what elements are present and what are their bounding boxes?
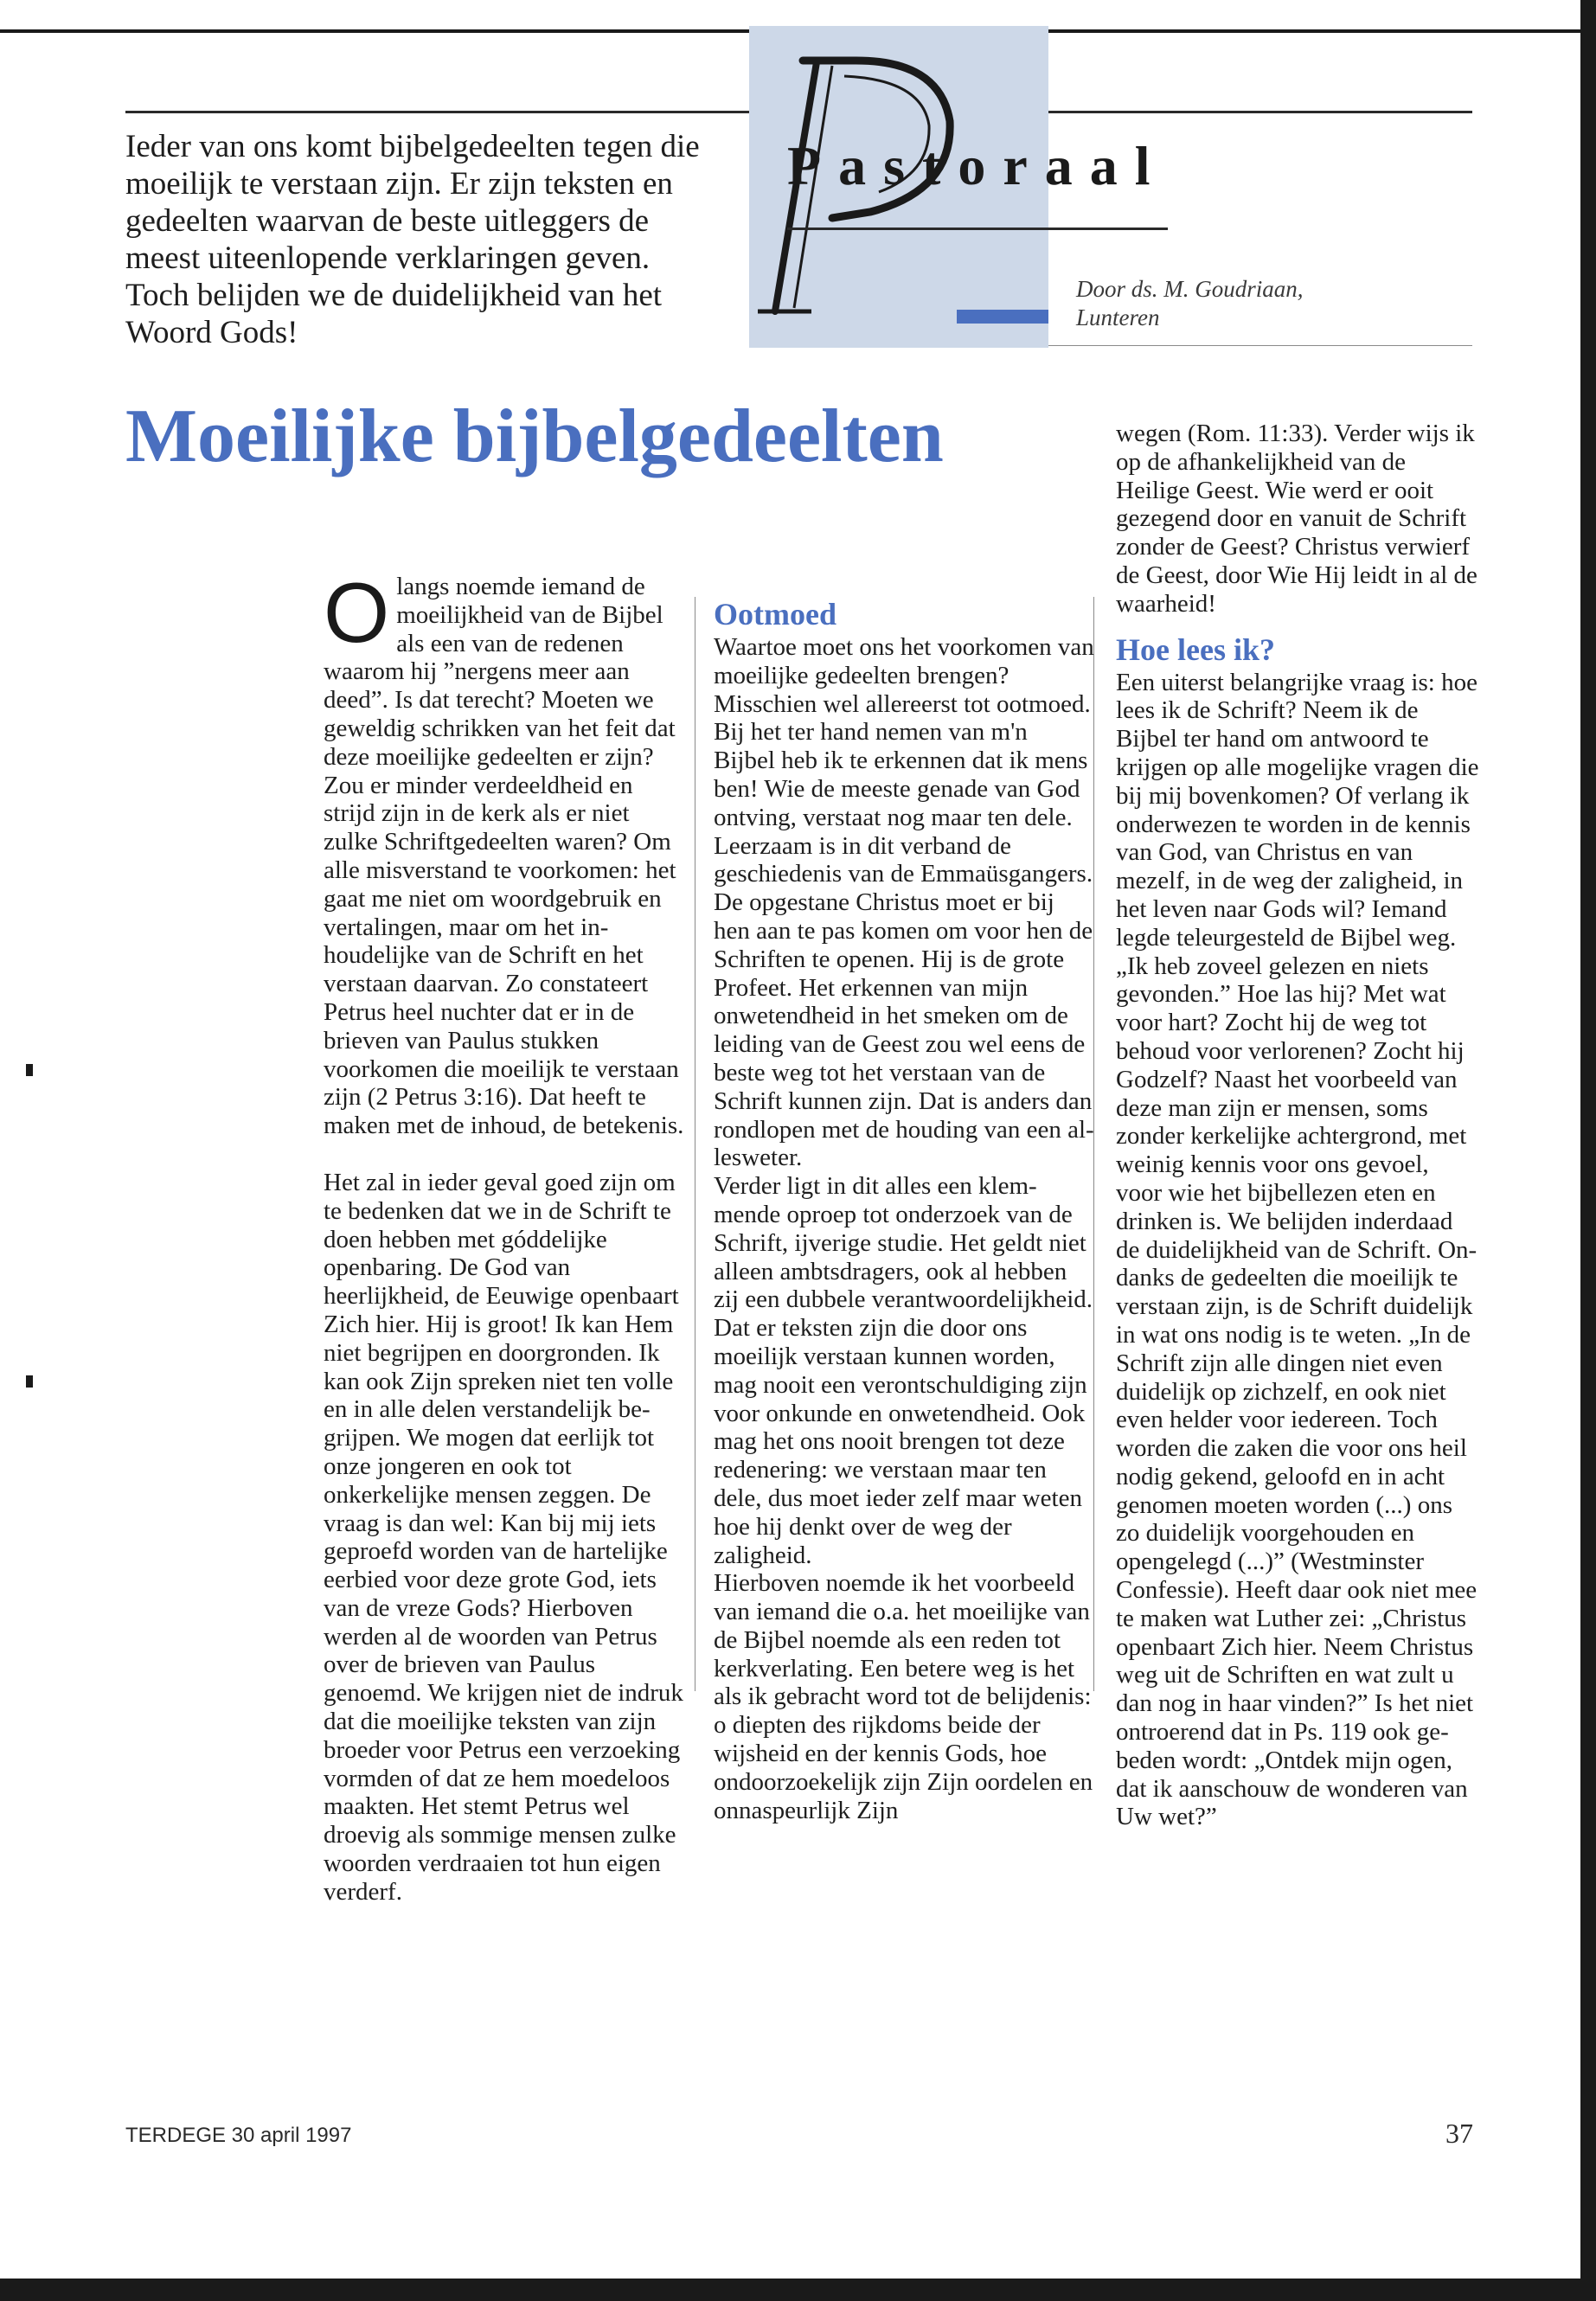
byline — [1076, 275, 1457, 332]
page-number: 37 — [1445, 2118, 1473, 2149]
page-bottom-frame — [0, 2279, 1596, 2301]
page-right-frame — [1580, 0, 1596, 2301]
article-headline: Moeilijke bijbelgedeelten — [125, 394, 944, 478]
paragraph: Hierboven noemde ik het voorbeeld van iemand die o.a. het moeilijke van de Bijbel noemde als een reden tot kerkverlating. Een betere weg is het als ik gebracht word tot de belijdenis: o diepten des rijkdoms beide der wijsheid en der kennis Gods, hoe ondoorzoekelijk zijn Zijn oordelen en onnaspeurlijk Zijn — [714, 1569, 1093, 1824]
header-rule-left — [125, 111, 750, 113]
header-rule-right — [1048, 111, 1472, 113]
section-label-rule — [787, 228, 1168, 230]
paragraph: Waartoe moet ons het voorkomen van moeilijke gedeelten brengen? Misschien wel allereerst tot ootmoed. Bij het ter hand nemen van m'n Bijbel heb ik te erkennen dat ik mens ben! Wie de meeste genade van God ontving, verstaat nog maar ten dele. — [714, 633, 1094, 831]
subheading-ootmoed: Ootmoed — [714, 597, 836, 631]
heading-gap — [1116, 619, 1479, 631]
binding-mark — [26, 1375, 33, 1388]
paragraph: wegen (Rom. 11:33). Verder wijs ik op de afhankelijkheid van de Heilige Geest. Wie werd er ooit gezegend door en vanuit de Schrift zonder de Geest? Christus verwierf de Geest, door Wie Hij leidt in al de waarheid! — [1116, 420, 1477, 618]
paragraph: Verder ligt in dit alles een klemmende oproep tot onderzoek van de Schrift, ijverige studie. Het geldt niet alleen ambtsdragers, ook al hebben zij een dubbele verantwoordelijkheid. Dat er teksten zijn die door ons moeilijk verstaan kunnen worden, mag nooit een verontschuldiging zijn voor onkunde en onwetendheid. Ook mag het ons nooit brengen tot deze redenering: we verstaan maar ten dele, dus moet ieder zelf maar weten hoe hij denkt over de weg der zaligheid. — [714, 1172, 1093, 1569]
paragraph: Leerzaam is in dit verband de geschiedenis van de Emmaüsgangers. De opgestane Christus moet er bij hen aan te pas komen om voor hen de Schriften te openen. Hij is de grote Profeet. Het erkennen van mijn onwetendheid in het smeken om de leiding van de Geest zou wel eens de beste weg tot het verstaan van de Schrift kunnen zijn. Dat is anders dan rondlopen met de houding van een allesweter. — [714, 831, 1094, 1172]
byline-place: Lunteren — [1076, 304, 1160, 330]
byline-author: Door ds. M. Goudriaan, — [1076, 276, 1304, 302]
section-label: Pastoraal — [787, 135, 1168, 196]
paragraph-gap — [324, 1140, 687, 1169]
paragraph: Een uiterst belangrijke vraag is: hoe lees ik de Schrift? Neem ik de Bijbel ter hand om antwoord te krijgen op alle mogelijke vragen die bij mij bovenkomen? Of verlang ik onderwezen te worden in de kennis van God, van Christus en van mezelf, in de weg der zaligheid, in het leven naar Gods wil? Iemand legde teleurgesteld de Bijbel weg. „Ik heb zoveel gelezen en niets gevonden.” Hoe las hij? Met wat voor hart? Zocht hij de weg tot behoud voor verlorenen? Zocht hij Godzelf? Naast het voorbeeld van deze man zijn er mensen, soms zonder kerkelijke achtergrond, met weinig kennis voor ons gevoel, voor wie het bijbellezen eten en drinken is. We belijden inderdaad de duidelijkheid van de Schrift. Ondanks de gedeelten die moeilijk te verstaan zijn, is de Schrift duidelijk in wat ons nodig is te weten. „In de Schrift zijn alle dingen niet even duidelijk op zichzelf, en ook niet even helder voor iedereen. Toch worden die zaken die voor ons heil nodig gekend, geloofd en in acht genomen moeten worden (...) ons zo duidelijk voorgehouden en opengelegd (...)” (Westminster Confessie). Heeft daar ook niet mee te maken wat Luther zei: „Christus openbaart Zich hier. Neem Christus weg uit de Schriften en wat zult u dan nog in haar vinden?” Is het niet ontroerend dat in Ps. 119 ook gebeden wordt: „Ontdek mijn ogen, dat ik aanschouw de wonderen van Uw wet?” — [1116, 668, 1479, 1831]
byline-rule — [1048, 345, 1472, 346]
paragraph: Het zal in ieder geval goed zijn om te bedenken dat we in de Schrift te doen hebben met góddelijke openbaring. De God van heerlijkheid, de Eeuwige openbaart Zich hier. Hij is groot! Ik kan Hem niet begrijpen en doorgronden. Ik kan ook Zijn spreken niet ten volle en in alle delen verstandelijk begrijpen. We mogen dat eerlijk tot onze jongeren en ook tot onkerkelijke mensen zeggen. De vraag is dan wel: Kan bij mij iets geproefd worden van de hartelijke eerbied voor deze grote God, iets van de vreze Gods? Hierboven werden al de woorden van Petrus over de brieven van Paulus genoemd. We krijgen niet de indruk dat die moeilijke teksten van zijn broeder voor Petrus een verzoeking vormden of dat ze hem moedeloos maakten. Het stemt Petrus wel droevig als sommige mensen zulke woorden verdraaien tot hun eigen verderf. — [324, 1168, 683, 1906]
article-column-3 — [1116, 420, 1479, 1831]
subheading-hoe-lees-ik: Hoe lees ik? — [1116, 631, 1275, 667]
paragraph — [324, 565, 687, 1140]
paragraph-text: langs noemde iemand de moeilijkheid van de Bijbel als een van de redenen waarom hij ”nergens meer aan deed”. Is dat terecht? Moeten we geweldig schrikken van het feit dat deze moeilijke gedeelten er zijn? Zou er minder verdeeldheid en strijd zijn in de kerk als er niet zulke Schriftgedeelten waren? Om alle misverstand te voorkomen: het gaat me niet om woordgebruik en vertalingen, maar om het inhoudelijke van de Schrift en het verstaan daarvan. Zo constateert Petrus heel nuchter dat er in de brieven van Paulus stukken voorkomen die moeilijk te verstaan zijn (2 Petrus 3:16). Dat heeft te maken met de inhoud, de betekenis. — [324, 573, 684, 1140]
publication-footer: TERDEGE 30 april 1997 — [125, 2124, 352, 2147]
drop-cap: O — [324, 565, 390, 660]
article-column-2 — [714, 595, 1094, 1824]
intro-paragraph: Ieder van ons komt bijbelgedeelten tegen die moeilijk te verstaan zijn. Er zijn teksten en gedeelten waarvan de beste uitleggers de meest uiteenlopende verklaringen geven. Toch belijden we de duidelijkheid van het Woord Gods! — [125, 129, 700, 350]
binding-mark — [26, 1064, 33, 1076]
article-column-1 — [324, 565, 687, 1907]
